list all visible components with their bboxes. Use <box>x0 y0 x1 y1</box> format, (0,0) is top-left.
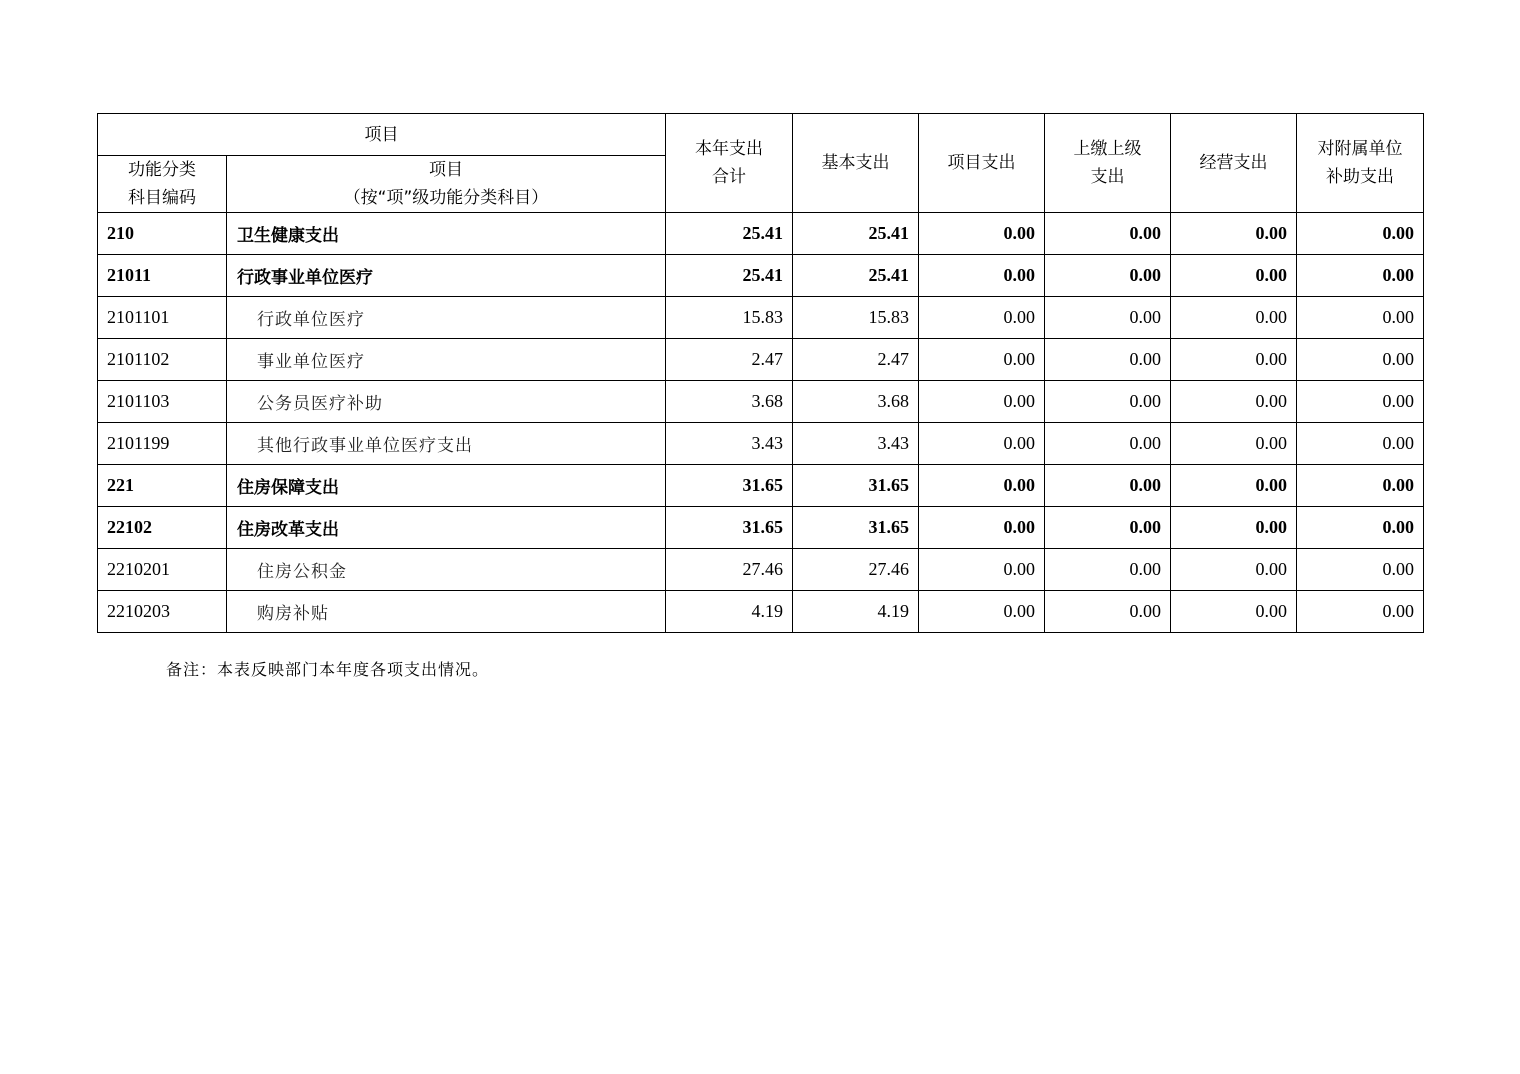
total-column-header <box>666 114 793 213</box>
row-total: 4.19 <box>666 591 793 633</box>
row-name: 行政单位医疗 <box>227 297 666 339</box>
row-code: 221 <box>98 465 227 507</box>
row-name: 公务员医疗补助 <box>227 381 666 423</box>
code-column-header <box>98 156 227 213</box>
table-row <box>98 423 1424 465</box>
total-header-line1: 本年支出 <box>695 139 763 159</box>
total-header-line2: 合计 <box>712 167 746 187</box>
row-project: 0.00 <box>919 465 1045 507</box>
row-upper: 0.00 <box>1045 591 1171 633</box>
row-upper: 0.00 <box>1045 339 1171 381</box>
row-operating: 0.00 <box>1171 591 1297 633</box>
row-name: 行政事业单位医疗 <box>227 255 666 297</box>
row-subsidy: 0.00 <box>1297 297 1424 339</box>
row-total: 27.46 <box>666 549 793 591</box>
row-subsidy: 0.00 <box>1297 423 1424 465</box>
row-code: 22102 <box>98 507 227 549</box>
subsidy-header-line1: 对附属单位 <box>1317 139 1403 159</box>
table-row <box>98 549 1424 591</box>
table-footnote: 备注：本表反映部门本年度各项支出情况。 <box>166 660 490 679</box>
row-subsidy: 0.00 <box>1297 339 1424 381</box>
row-operating: 0.00 <box>1171 507 1297 549</box>
row-total: 2.47 <box>666 339 793 381</box>
basic-column-header: 基本支出 <box>793 114 919 213</box>
row-name: 其他行政事业单位医疗支出 <box>227 423 666 465</box>
row-operating: 0.00 <box>1171 465 1297 507</box>
row-project: 0.00 <box>919 213 1045 255</box>
row-operating: 0.00 <box>1171 423 1297 465</box>
code-header-line1: 功能分类 <box>128 160 196 180</box>
row-basic: 15.83 <box>793 297 919 339</box>
row-subsidy: 0.00 <box>1297 591 1424 633</box>
row-basic: 3.68 <box>793 381 919 423</box>
table-row <box>98 255 1424 297</box>
table-row <box>98 213 1424 255</box>
operating-column-header: 经营支出 <box>1171 114 1297 213</box>
row-operating: 0.00 <box>1171 549 1297 591</box>
row-upper: 0.00 <box>1045 213 1171 255</box>
row-upper: 0.00 <box>1045 549 1171 591</box>
row-basic: 25.41 <box>793 213 919 255</box>
row-basic: 4.19 <box>793 591 919 633</box>
expenditure-table <box>97 113 1424 633</box>
table-row <box>98 381 1424 423</box>
row-subsidy: 0.00 <box>1297 255 1424 297</box>
row-name: 事业单位医疗 <box>227 339 666 381</box>
project-group-header: 项目 <box>98 114 666 156</box>
row-subsidy: 0.00 <box>1297 213 1424 255</box>
row-project: 0.00 <box>919 423 1045 465</box>
row-project: 0.00 <box>919 507 1045 549</box>
row-total: 15.83 <box>666 297 793 339</box>
row-operating: 0.00 <box>1171 297 1297 339</box>
row-basic: 25.41 <box>793 255 919 297</box>
row-total: 25.41 <box>666 255 793 297</box>
row-upper: 0.00 <box>1045 423 1171 465</box>
row-basic: 31.65 <box>793 465 919 507</box>
table-row <box>98 339 1424 381</box>
table-row <box>98 507 1424 549</box>
row-name: 住房保障支出 <box>227 465 666 507</box>
row-code: 21011 <box>98 255 227 297</box>
table-row <box>98 465 1424 507</box>
name-header-line1: 项目 <box>429 160 463 180</box>
row-project: 0.00 <box>919 381 1045 423</box>
row-project: 0.00 <box>919 255 1045 297</box>
table-row <box>98 297 1424 339</box>
name-header-line2: （按“项”级功能分类科目） <box>343 188 549 208</box>
row-code: 2101103 <box>98 381 227 423</box>
row-basic: 3.43 <box>793 423 919 465</box>
row-operating: 0.00 <box>1171 213 1297 255</box>
row-total: 31.65 <box>666 465 793 507</box>
row-name: 住房改革支出 <box>227 507 666 549</box>
row-name: 购房补贴 <box>227 591 666 633</box>
row-basic: 31.65 <box>793 507 919 549</box>
row-basic: 27.46 <box>793 549 919 591</box>
code-header-line2: 科目编码 <box>128 188 196 208</box>
row-upper: 0.00 <box>1045 255 1171 297</box>
row-basic: 2.47 <box>793 339 919 381</box>
row-operating: 0.00 <box>1171 381 1297 423</box>
upper-header-line2: 支出 <box>1090 167 1125 187</box>
row-code: 2101199 <box>98 423 227 465</box>
row-subsidy: 0.00 <box>1297 465 1424 507</box>
row-project: 0.00 <box>919 549 1045 591</box>
row-upper: 0.00 <box>1045 507 1171 549</box>
row-code: 2210201 <box>98 549 227 591</box>
upper-header-line1: 上缴上级 <box>1073 139 1142 159</box>
table-row <box>98 591 1424 633</box>
row-total: 3.68 <box>666 381 793 423</box>
row-upper: 0.00 <box>1045 465 1171 507</box>
row-total: 3.43 <box>666 423 793 465</box>
row-code: 210 <box>98 213 227 255</box>
row-code: 2210203 <box>98 591 227 633</box>
subsidy-header-line2: 补助支出 <box>1326 167 1394 187</box>
row-subsidy: 0.00 <box>1297 549 1424 591</box>
row-total: 25.41 <box>666 213 793 255</box>
row-operating: 0.00 <box>1171 339 1297 381</box>
subsidy-column-header <box>1297 114 1424 213</box>
expenditure-table-container <box>97 113 1423 633</box>
upper-column-header <box>1045 114 1171 213</box>
row-subsidy: 0.00 <box>1297 381 1424 423</box>
row-total: 31.65 <box>666 507 793 549</box>
row-operating: 0.00 <box>1171 255 1297 297</box>
row-upper: 0.00 <box>1045 381 1171 423</box>
row-code: 2101101 <box>98 297 227 339</box>
row-project: 0.00 <box>919 591 1045 633</box>
row-project: 0.00 <box>919 339 1045 381</box>
project-column-header: 项目支出 <box>919 114 1045 213</box>
row-name: 卫生健康支出 <box>227 213 666 255</box>
name-column-header <box>227 156 666 213</box>
row-upper: 0.00 <box>1045 297 1171 339</box>
row-name: 住房公积金 <box>227 549 666 591</box>
row-subsidy: 0.00 <box>1297 507 1424 549</box>
row-code: 2101102 <box>98 339 227 381</box>
row-project: 0.00 <box>919 297 1045 339</box>
